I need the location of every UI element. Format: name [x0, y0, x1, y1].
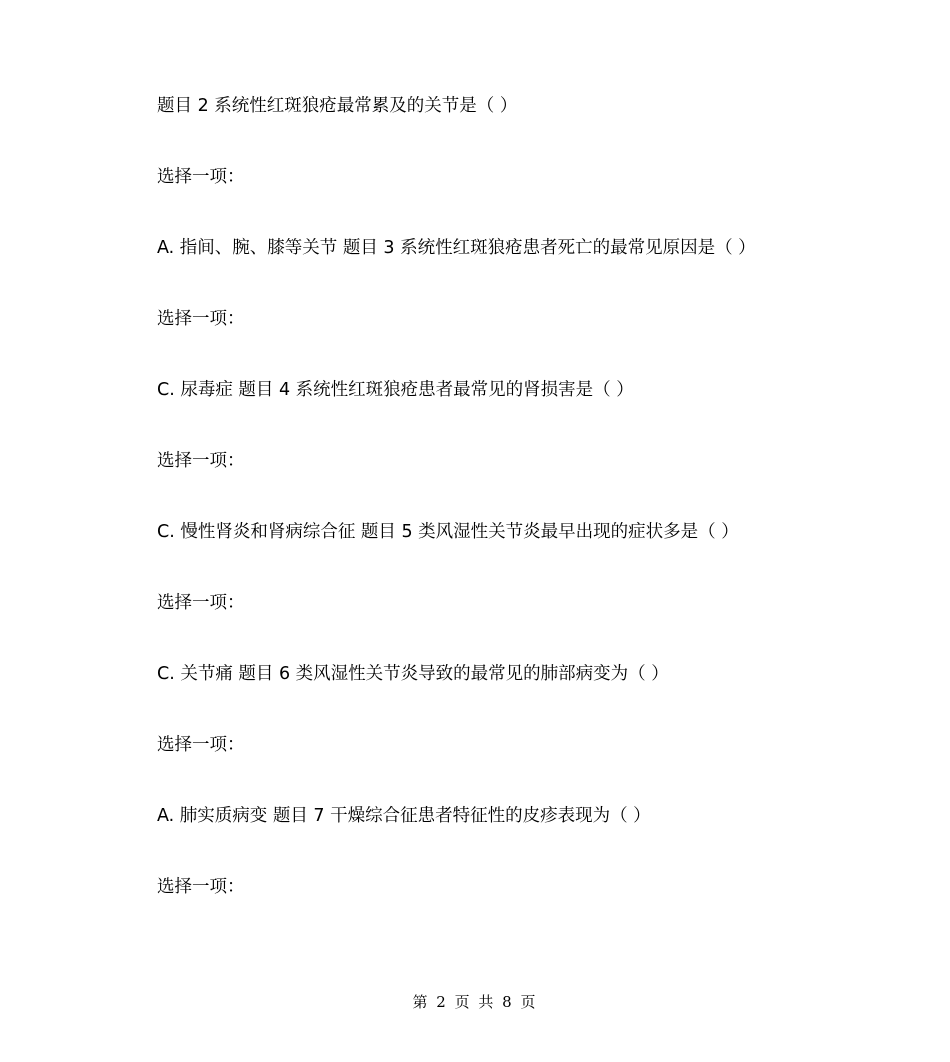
document-body: [157, 94, 917, 946]
choose-one-label: 选择一项：: [157, 593, 245, 613]
choose-one-label: 选择一项：: [157, 451, 245, 471]
choose-one-label: 选择一项：: [157, 167, 245, 187]
page-number-footer: 第 2 页 共 8 页: [412, 993, 538, 1011]
answer-question-6-line: C. 关节痛 题目 6 类风湿性关节炎导致的最常见的肺部病变为（ ）: [157, 664, 669, 684]
answer-question-3-line: A. 指间、腕、膝等关节 题目 3 系统性红斑狼疮患者死亡的最常见原因是（ ）: [157, 238, 756, 258]
choose-one-label: 选择一项：: [157, 309, 245, 329]
question-2-line: 题目 2 系统性红斑狼疮最常累及的关节是（ ）: [157, 96, 518, 116]
choose-one-label: 选择一项：: [157, 735, 245, 755]
answer-question-7-line: A. 肺实质病变 题目 7 干燥综合征患者特征性的皮疹表现为（ ）: [157, 806, 651, 826]
choose-one-label: 选择一项：: [157, 877, 245, 897]
answer-question-4-line: C. 尿毒症 题目 4 系统性红斑狼疮患者最常见的肾损害是（ ）: [157, 380, 634, 400]
answer-question-5-line: C. 慢性肾炎和肾病综合征 题目 5 类风湿性关节炎最早出现的症状多是（ ）: [157, 522, 739, 542]
